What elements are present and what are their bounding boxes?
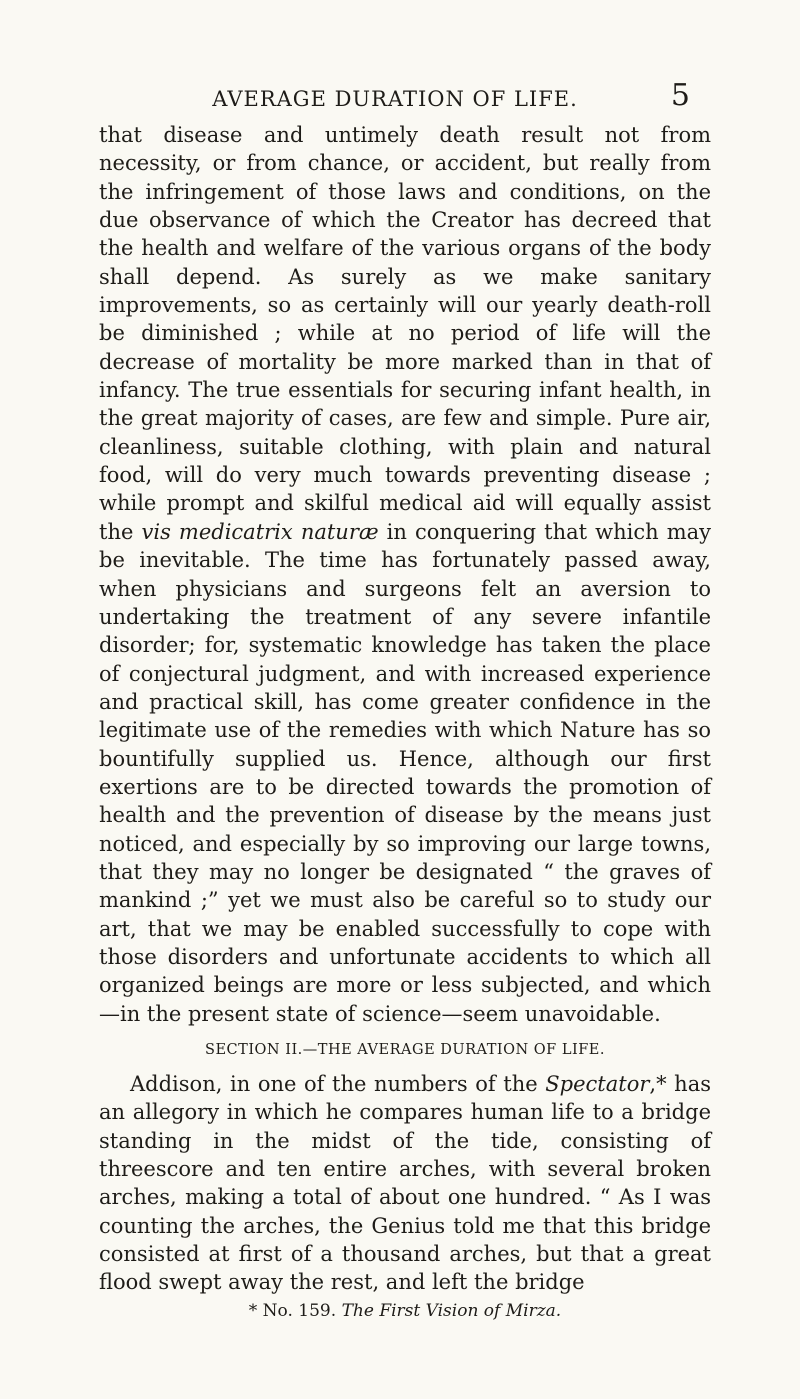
paragraph-text: that disease and untimely death result not from necessity, or from chance, or accident, but really from the infringement of those laws and conditions, on the due observance of which the Creator has decreed that the health and welfare of the various organs of the body shall depend. As surely as we make sanitary improvements, so as certainly will our yearly death-roll be diminished ; while at no period of life will the decrease of mortality be more marked than in that of infancy. The true essentials for securing infant health, in the great majority of cases, are few and simple. Pure air, cleanliness, suitable clothing, with plain and natural food, will do very much towards preventing disease ; while prompt and skilful medical aid will equally assist the — [99, 123, 711, 544]
footnote-reference: * No. 159. — [248, 1300, 342, 1321]
paragraph-text: in conquering that which may be inevitable. The time has fortunately passed away, when physicians and surgeons felt an aversion to undertaking the treatment of any severe infantile disorder; for, systematic knowledge has taken the place of conjectural judgment, and with increased experience and practical skill, has come greater confidence in the legitimate use of the remedies with which Nature has so bountifully supplied us. Hence, although our first exertions are to be directed towards the promotion of health and the prevention of disease by the means just noticed, and especially by so improving our large towns, that they may no longer be designated “ the graves of mankind ;” yet we must also be careful so to study our art, that we may be enabled successfully to cope with those disorders and unfortunate accidents to which all organized beings are more or less subjected, and which—in the present state of science—seem unavoidable. — [99, 519, 712, 1026]
body-text — [99, 121, 711, 1323]
section-heading: SECTION II.—THE AVERAGE DURATION OF LIFE. — [205, 1042, 605, 1058]
running-head — [100, 78, 690, 114]
footnote-title: The First Vision of Mirza. — [341, 1300, 562, 1321]
paragraph-text: Addison, in one of the numbers of the — [130, 1072, 546, 1096]
latin-phrase: vis medicatrix naturæ — [141, 519, 379, 544]
paragraph-addison-allegory — [99, 1070, 711, 1297]
paragraph-disease-and-mortality — [99, 121, 711, 1028]
publication-title: Spectator — [545, 1072, 650, 1096]
footnote — [99, 1299, 711, 1323]
running-title: AVERAGE DURATION OF LIFE. — [212, 87, 578, 111]
page-number: 5 — [670, 78, 690, 113]
paragraph-text: ,* has an allegory in which he compares human life to a bridge standing in the midst of the tide, consisting of threescore and ten entire arches, with several broken arches, making a total of about one hundred. “ As I was counting the arches, the Genius told me that this bridge consisted at first of a thousand arches, but that a great flood swept away the rest, and left the bridge — [99, 1072, 711, 1295]
